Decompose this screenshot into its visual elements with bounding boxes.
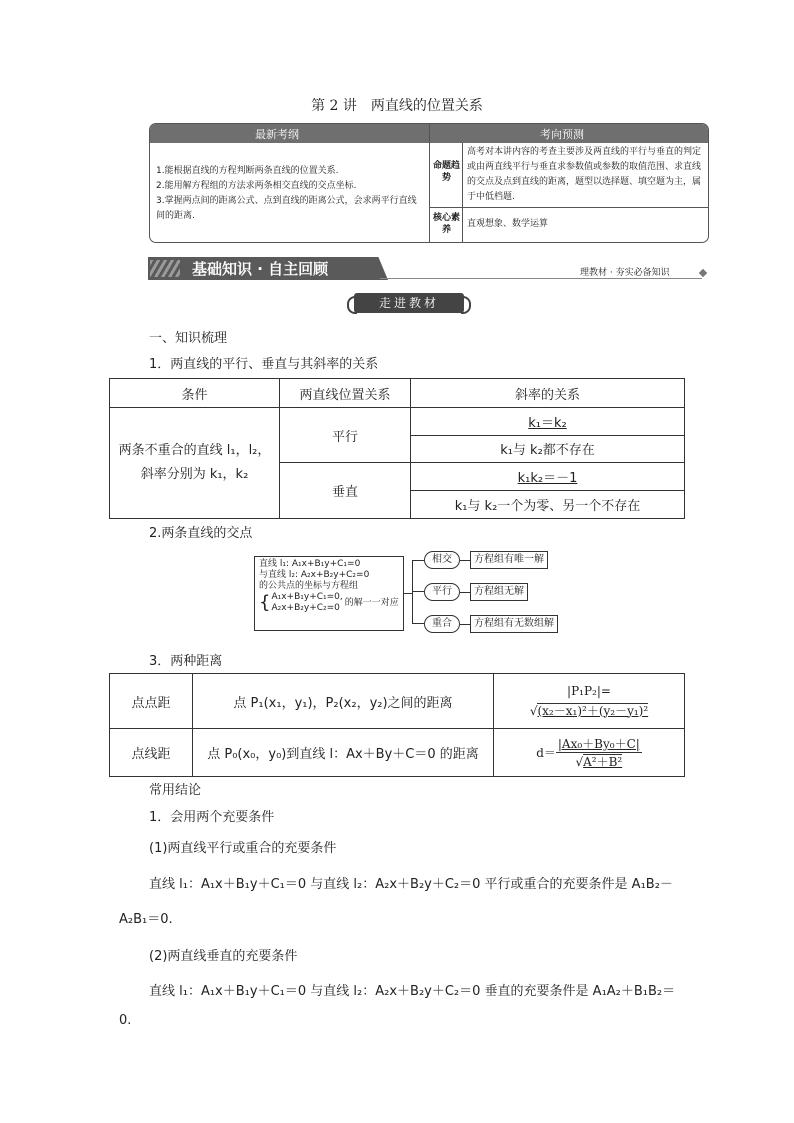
intersection-box: [254, 556, 404, 631]
syllabus-item: 1.能根据直线的方程判断两条直线的位置关系.: [156, 166, 339, 176]
diamond-icon: [699, 269, 707, 277]
heading-3: 3．两种距离: [149, 654, 223, 669]
literacy-label: 核心素养: [432, 213, 460, 235]
case-label: 平行: [424, 583, 460, 601]
slope-table: [109, 378, 685, 519]
box-line: 的公共点的坐标与方程组: [259, 581, 359, 591]
distance-name: 点点距: [110, 674, 193, 729]
formula-d: d＝: [536, 746, 556, 760]
sqrt-icon: √: [529, 703, 538, 718]
sqrt-icon: √: [575, 755, 584, 769]
connector-line: [412, 560, 413, 624]
common-heading: 常用结论: [149, 783, 202, 798]
conclusion-1a-text: 直线 l₁：A₁x＋B₁y＋C₁＝0 与直线 l₂：A₂x＋B₂y＋C₂＝0 平行或重合的充要条件是 A₁B₂－: [149, 877, 673, 892]
table-condition: 两条不重合的直线 l₁，l₂，斜率分别为 k₁，k₂: [110, 408, 280, 519]
arrow-line: [460, 624, 470, 625]
banner-stripes: [150, 260, 180, 277]
section-heading: 一、知识梳理: [149, 331, 228, 346]
page-title: 第 2 讲 两直线的位置关系: [311, 98, 483, 114]
syllabus-row-divider: [430, 207, 708, 208]
syllabus-left-header: 最新考纲: [255, 128, 299, 141]
syllabus-right-header: 考向预测: [540, 128, 584, 141]
heading-1: 1．两直线的平行、垂直与其斜率的关系: [149, 357, 379, 372]
distance-desc: 点 P₀(x₀，y₀)到直线 l：Ax＋By＋C＝0 的距离: [193, 729, 494, 777]
connector-line: [404, 593, 412, 594]
syllabus-box: [149, 123, 709, 243]
formula-top: |P₁P₂|=: [567, 683, 611, 698]
syllabus-label-divider: [462, 143, 463, 242]
conclusion-1b: (2)两直线垂直的充要条件: [149, 949, 298, 964]
conclusion-1: 1．会用两个充要条件: [149, 810, 275, 825]
arrow-line: [460, 560, 470, 561]
conclusion-1a-text-cont: A₂B₁＝0.: [119, 912, 173, 927]
conclusion-1b-text: 直线 l₁：A₁x＋B₁y＋C₁＝0 与直线 l₂：A₂x＋B₂y＋C₂＝0 垂直的充要条件是 A₁A₂＋B₁B₂＝: [149, 984, 676, 999]
box-line: 与直线 l₂: A₂x+B₂y+C₂=0: [259, 570, 370, 580]
syllabus-item: 2.能用解方程组的方法求两条相交直线的交点坐标.: [156, 181, 357, 191]
conclusion-1b-text-cont: 0.: [119, 1013, 132, 1028]
connector-line: [412, 560, 424, 561]
sub-banner: 走进教材: [354, 293, 464, 313]
banner-title: 基础知识 · 自主回顾: [192, 260, 329, 278]
connector-line: [412, 623, 424, 624]
syllabus-divider: [429, 124, 430, 242]
formula-numerator: |Ax₀＋By₀＋C|: [557, 737, 640, 751]
case-label: 重合: [424, 615, 460, 633]
distance-table: [109, 673, 685, 777]
brace-icon: {: [259, 592, 271, 613]
table-parallel: 平行: [280, 408, 411, 463]
case-result: 方程组有唯一解: [470, 551, 548, 569]
banner-underline: [380, 278, 702, 279]
literacy-text: 直观想象、数学运算: [467, 219, 549, 229]
arrow-line: [460, 592, 470, 593]
banner-subtitle: 理教材 · 夯实必备知识: [580, 268, 670, 278]
case-result: 方程组无解: [470, 583, 528, 601]
table-header: 斜率的关系: [411, 379, 685, 408]
table-cell: k₁与 k₂都不存在: [411, 435, 685, 462]
connector-line: [412, 591, 424, 592]
case-label: 相交: [424, 551, 460, 569]
box-line: 直线 l₁: A₁x+B₁y+C₁=0: [259, 559, 361, 569]
heading-2: 2.两条直线的交点: [149, 526, 253, 541]
box-line: A₁x+B₁y+C₁=0,: [271, 592, 343, 602]
syllabus-items: [156, 164, 424, 224]
syllabus-item: 3.掌握两点间的距离公式、点到直线的距离公式，会求两平行直线间的距离.: [156, 196, 417, 221]
formula-radicand: (x₂－x₁)²＋(y₂－y₁)²: [537, 703, 649, 718]
conclusion-1a: (1)两直线平行或重合的充要条件: [149, 841, 337, 856]
table-header: 条件: [110, 379, 280, 408]
case-result: 方程组有无数组解: [470, 615, 558, 633]
table-cell: k₁k₂＝－1: [411, 463, 685, 490]
table-cell: k₁＝k₂: [411, 408, 685, 435]
table-perpendicular: 垂直: [280, 463, 411, 519]
box-line: 的解一一对应: [344, 597, 399, 608]
table-cell: k₁与 k₂一个为零、另一个不存在: [411, 490, 685, 518]
formula-denominator: A²＋B²: [583, 755, 623, 769]
distance-name: 点线距: [110, 729, 193, 777]
box-line: A₂x+B₂y+C₂=0: [271, 603, 340, 613]
trend-label: 命题趋势: [432, 161, 460, 183]
distance-desc: 点 P₁(x₁，y₁)，P₂(x₂，y₂)之间的距离: [193, 674, 494, 729]
trend-text: 高考对本讲内容的考查主要涉及两直线的平行与垂直的判定或由两直线平行与垂直求参数值或参数的取值范围、求直线的交点及点到直线的距离，题型以选择题、填空题为主，属于中低档题.: [467, 147, 702, 202]
table-header: 两直线位置关系: [280, 379, 411, 408]
